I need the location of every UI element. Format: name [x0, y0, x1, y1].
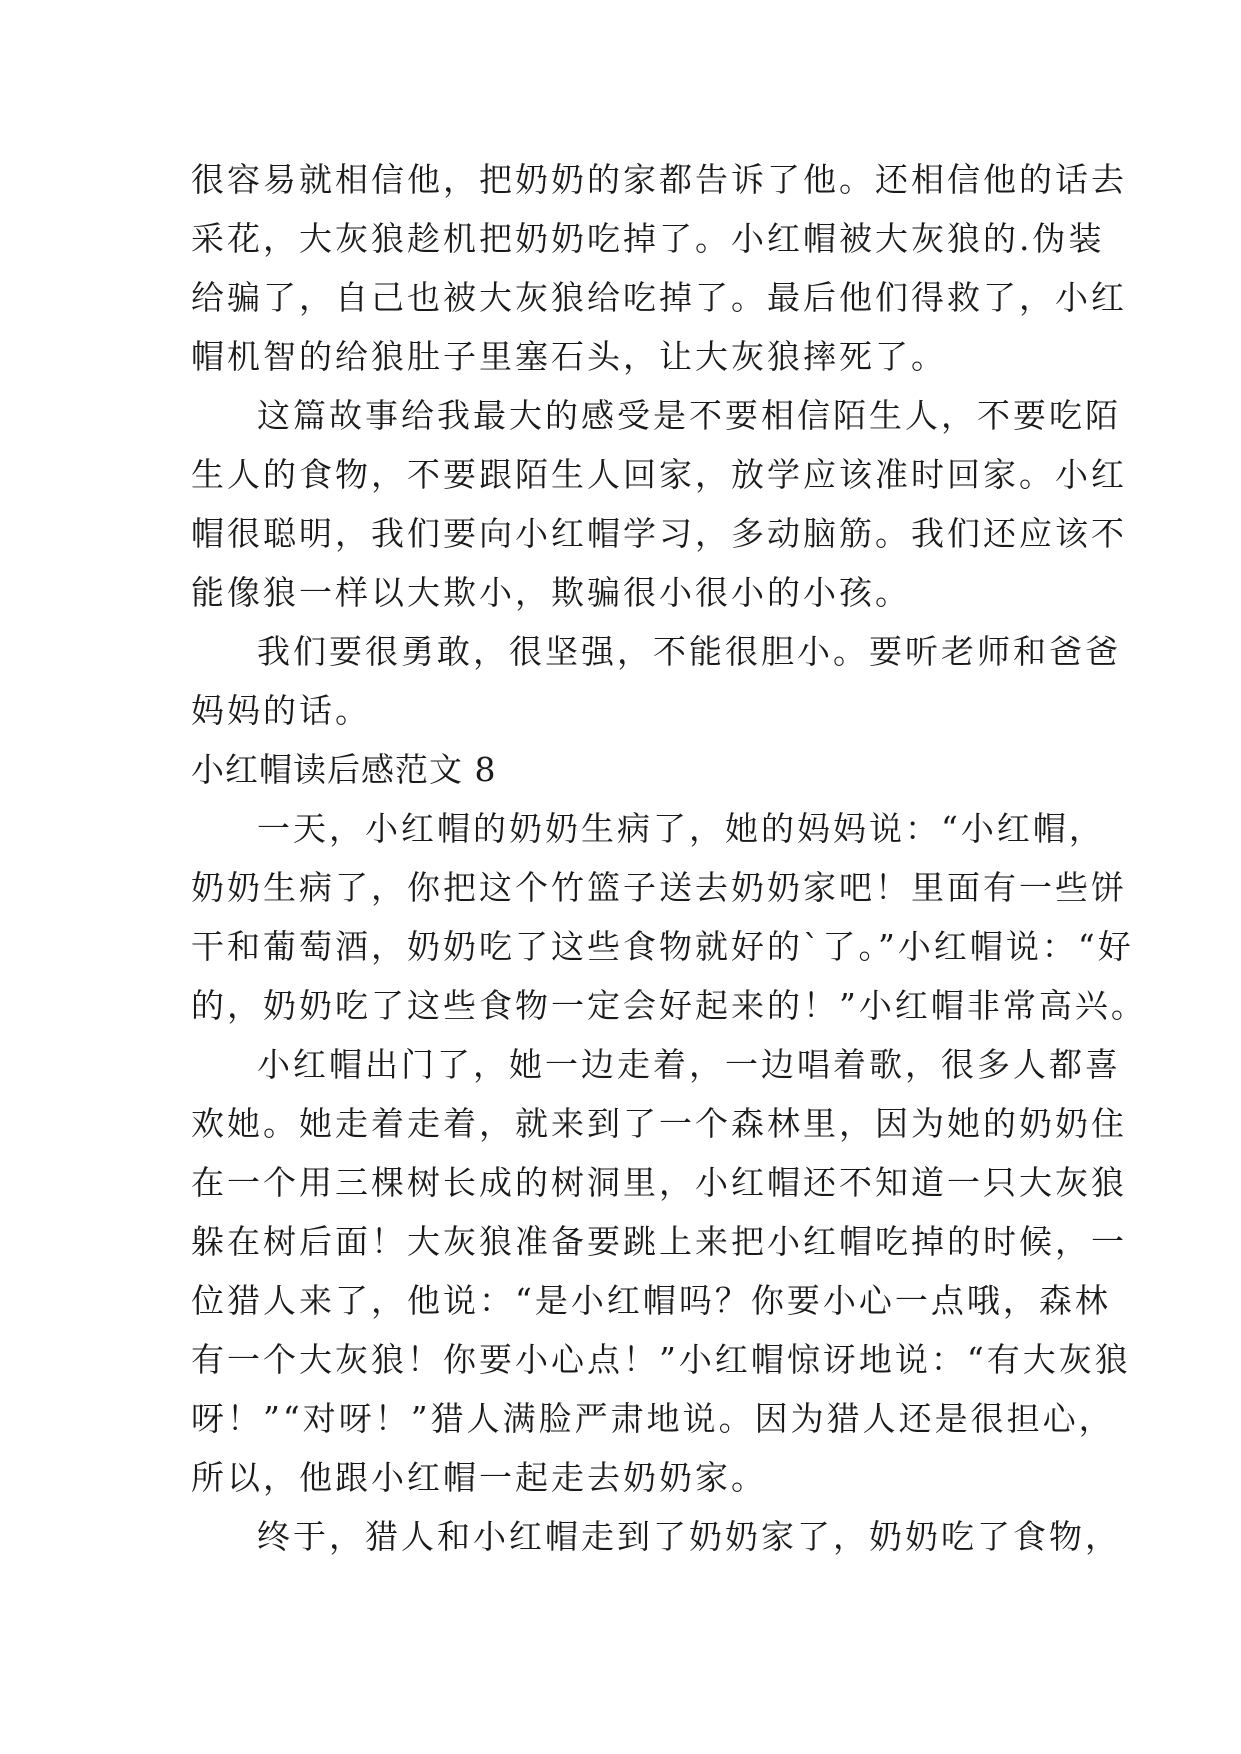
text-line: 一天，小红帽的奶奶生病了，她的妈妈说：“小红帽， — [257, 809, 1105, 848]
text-line: 欢她。她走着走着，就来到了一个森林里，因为她的奶奶住 — [191, 1104, 1127, 1143]
text-line: 有一个大灰狼！你要小心点！”小红帽惊讶地说：“有大灰狼 — [191, 1340, 1131, 1379]
text-line: 终于，猎人和小红帽走到了奶奶家了，奶奶吃了食物， — [257, 1517, 1121, 1556]
text-line: 的，奶奶吃了这些食物一定会好起来的！”小红帽非常高兴。 — [191, 986, 1147, 1025]
paragraph — [191, 1507, 1121, 1566]
text-line: 这篇故事给我最大的感受是不要相信陌生人，不要吃陌 — [257, 396, 1121, 435]
text-line: 我们要很勇敢，很坚强，不能很胆小。要听老师和爸爸 — [257, 632, 1121, 671]
paragraph — [191, 150, 1127, 386]
text-line: 奶奶生病了，你把这个竹篮子送去奶奶家吧！里面有一些饼 — [191, 868, 1127, 907]
section-heading: 小红帽读后感范文 8 — [191, 750, 497, 789]
paragraph — [191, 1035, 1131, 1507]
text-line: 呀！”“对呀！”猎人满脸严肃地说。因为猎人还是很担心， — [191, 1399, 1115, 1438]
text-line: 能像狼一样以大欺小，欺骗很小很小的小孩。 — [191, 573, 911, 612]
text-line: 帽很聪明，我们要向小红帽学习，多动脑筋。我们还应该不 — [191, 514, 1127, 553]
text-line: 生人的食物，不要跟陌生人回家，放学应该准时回家。小红 — [191, 455, 1127, 494]
text-line: 在一个用三棵树长成的树洞里，小红帽还不知道一只大灰狼 — [191, 1163, 1127, 1202]
text-line: 给骗了，自己也被大灰狼给吃掉了。最后他们得救了，小红 — [191, 278, 1127, 317]
text-line: 干和葡萄酒，奶奶吃了这些食物就好的`了。”小红帽说：“好 — [191, 927, 1134, 966]
text-line: 帽机智的给狼肚子里塞石头，让大灰狼摔死了。 — [191, 337, 947, 376]
text-line: 采花，大灰狼趁机把奶奶吃掉了。小红帽被大灰狼的.伪装 — [191, 219, 1105, 258]
text-line: 所以，他跟小红帽一起走去奶奶家。 — [191, 1458, 767, 1497]
paragraph — [191, 386, 1127, 622]
document-body — [191, 150, 1147, 1566]
text-line: 躲在树后面！大灰狼准备要跳上来把小红帽吃掉的时候，一 — [191, 1222, 1127, 1261]
text-line: 位猎人来了，他说：“是小红帽吗？你要小心一点哦，森林 — [191, 1281, 1111, 1320]
text-line: 小红帽出门了，她一边走着，一边唱着歌，很多人都喜 — [257, 1045, 1121, 1084]
paragraph — [191, 622, 1121, 740]
paragraph — [191, 799, 1147, 1035]
text-line: 妈妈的话。 — [191, 691, 371, 730]
text-line: 很容易就相信他，把奶奶的家都告诉了他。还相信他的话去 — [191, 160, 1127, 199]
